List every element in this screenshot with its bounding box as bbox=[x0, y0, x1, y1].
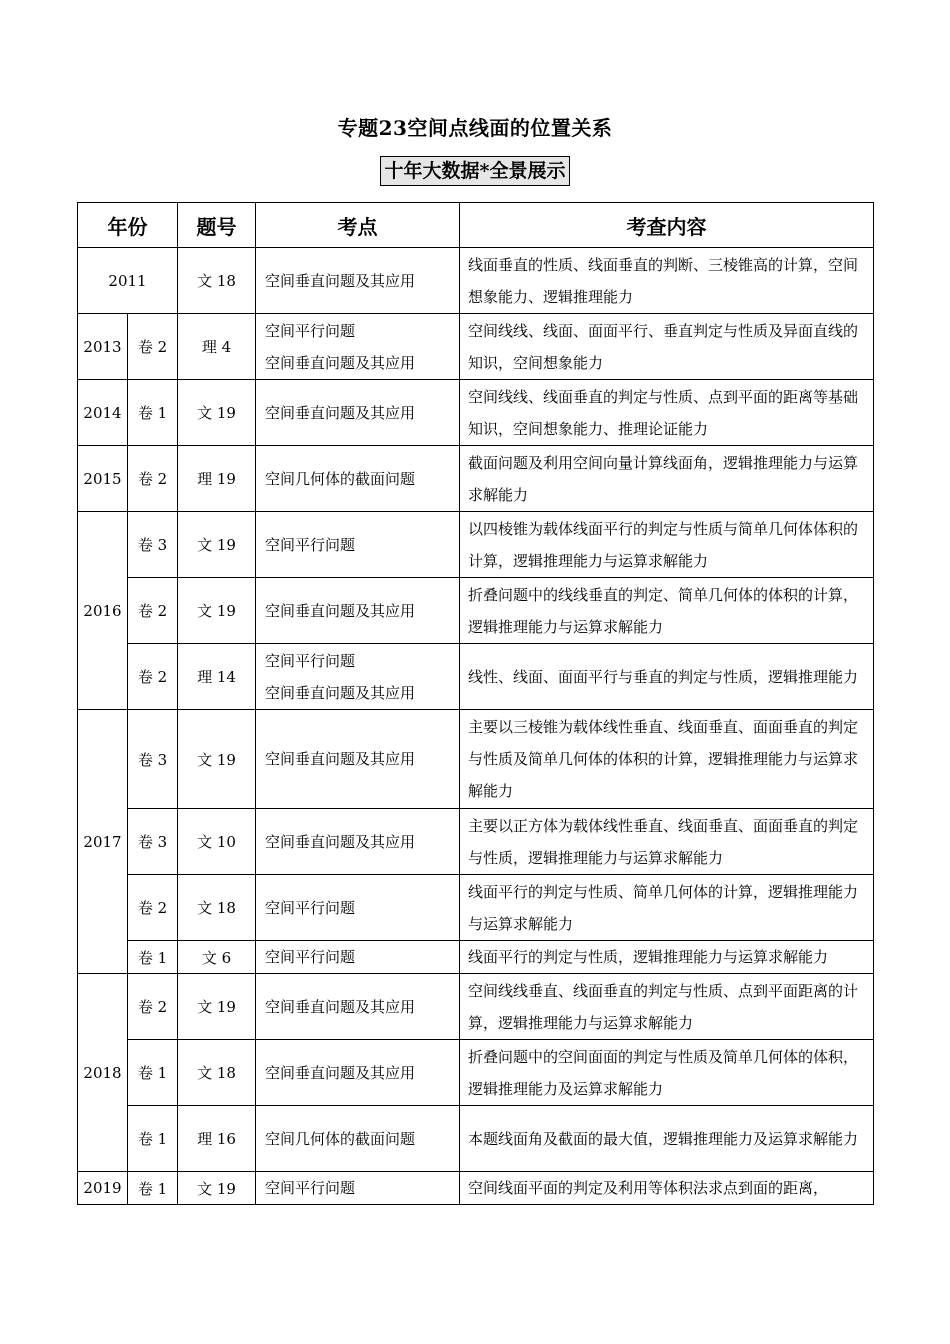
topic-cell bbox=[256, 809, 460, 875]
number-cell: 文 19 bbox=[178, 380, 256, 446]
header-content: 考查内容 bbox=[460, 203, 874, 248]
number-cell: 文 19 bbox=[178, 1172, 256, 1205]
year-cell: 2014 bbox=[78, 380, 128, 446]
volume-cell: 卷 2 bbox=[128, 974, 178, 1040]
number-cell: 文 19 bbox=[178, 974, 256, 1040]
topic-line: 空间垂直问题及其应用 bbox=[265, 683, 416, 702]
content-cell: 线面平行的判定与性质、简单几何体的计算，逻辑推理能力与运算求解能力 bbox=[460, 875, 874, 941]
table-row bbox=[78, 809, 874, 875]
table-row bbox=[78, 512, 874, 578]
number-cell: 理 16 bbox=[178, 1106, 256, 1172]
content-cell: 折叠问题中的空间面面的判定与性质及简单几何体的体积，逻辑推理能力及运算求解能力 bbox=[460, 1040, 874, 1106]
year-cell: 2011 bbox=[78, 248, 178, 314]
volume-cell: 卷 3 bbox=[128, 710, 178, 809]
table-row bbox=[78, 644, 874, 710]
content-cell: 主要以正方体为载体线性垂直、线面垂直、面面垂直的判定与性质，逻辑推理能力与运算求解能力 bbox=[460, 809, 874, 875]
table-row bbox=[78, 578, 874, 644]
content-cell: 截面问题及利用空间向量计算线面角，逻辑推理能力与运算求解能力 bbox=[460, 446, 874, 512]
number-cell: 理 19 bbox=[178, 446, 256, 512]
table-row bbox=[78, 1172, 874, 1205]
exam-table bbox=[77, 202, 874, 1205]
table-row bbox=[78, 314, 874, 380]
year-cell: 2017 bbox=[78, 710, 128, 974]
number-cell: 理 4 bbox=[178, 314, 256, 380]
topic-cell bbox=[256, 974, 460, 1040]
table-row bbox=[78, 710, 874, 809]
topic-cell bbox=[256, 314, 460, 380]
topic-cell bbox=[256, 644, 460, 710]
content-cell: 线面平行的判定与性质，逻辑推理能力与运算求解能力 bbox=[460, 941, 874, 974]
volume-cell: 卷 2 bbox=[128, 578, 178, 644]
volume-cell: 卷 1 bbox=[128, 380, 178, 446]
topic-cell bbox=[256, 941, 460, 974]
table-row bbox=[78, 941, 874, 974]
header-number: 题号 bbox=[178, 203, 256, 248]
year-cell: 2019 bbox=[78, 1172, 128, 1205]
number-cell: 文 19 bbox=[178, 578, 256, 644]
topic-cell bbox=[256, 380, 460, 446]
topic-cell bbox=[256, 1040, 460, 1106]
content-cell: 线性、线面、面面平行与垂直的判定与性质，逻辑推理能力 bbox=[460, 644, 874, 710]
number-cell: 文 10 bbox=[178, 809, 256, 875]
number-cell: 文 19 bbox=[178, 512, 256, 578]
content-cell: 主要以三棱锥为载体线性垂直、线面垂直、面面垂直的判定与性质及简单几何体的体积的计算，逻辑推理能力与运算求解能力 bbox=[460, 710, 874, 809]
topic-cell bbox=[256, 710, 460, 809]
topic-line: 空间几何体的截面问题 bbox=[265, 469, 416, 488]
volume-cell: 卷 1 bbox=[128, 941, 178, 974]
table-row bbox=[78, 974, 874, 1040]
volume-cell: 卷 2 bbox=[128, 446, 178, 512]
topic-cell bbox=[256, 512, 460, 578]
volume-cell: 卷 2 bbox=[128, 875, 178, 941]
table-row bbox=[78, 248, 874, 314]
number-cell: 文 18 bbox=[178, 875, 256, 941]
volume-cell: 卷 1 bbox=[128, 1106, 178, 1172]
volume-cell: 卷 1 bbox=[128, 1040, 178, 1106]
table-row bbox=[78, 875, 874, 941]
volume-cell: 卷 3 bbox=[128, 512, 178, 578]
year-cell: 2018 bbox=[78, 974, 128, 1172]
content-cell: 以四棱锥为载体线面平行的判定与性质与简单几何体体积的计算，逻辑推理能力与运算求解能力 bbox=[460, 512, 874, 578]
topic-line: 空间垂直问题及其应用 bbox=[265, 1063, 416, 1082]
header-topic: 考点 bbox=[256, 203, 460, 248]
topic-line: 空间垂直问题及其应用 bbox=[265, 832, 416, 851]
topic-line: 空间垂直问题及其应用 bbox=[265, 750, 416, 768]
table-row bbox=[78, 380, 874, 446]
header-year: 年份 bbox=[78, 203, 178, 248]
topic-line: 空间垂直问题及其应用 bbox=[265, 271, 416, 290]
content-cell: 空间线线、线面、面面平行、垂直判定与性质及异面直线的知识，空间想象能力 bbox=[460, 314, 874, 380]
topic-line: 空间平行问题 bbox=[265, 948, 356, 966]
content-cell: 空间线线、线面垂直的判定与性质、点到平面的距离等基础知识，空间想象能力、推理论证能力 bbox=[460, 380, 874, 446]
topic-line: 空间垂直问题及其应用 bbox=[265, 353, 416, 372]
topic-cell bbox=[256, 875, 460, 941]
number-cell: 文 18 bbox=[178, 1040, 256, 1106]
topic-line: 空间垂直问题及其应用 bbox=[265, 601, 416, 620]
content-cell: 线面垂直的性质、线面垂直的判断、三棱锥高的计算，空间想象能力、逻辑推理能力 bbox=[460, 248, 874, 314]
table-row bbox=[78, 1106, 874, 1172]
content-cell: 折叠问题中的线线垂直的判定、简单几何体的体积的计算，逻辑推理能力与运算求解能力 bbox=[460, 578, 874, 644]
volume-cell: 卷 3 bbox=[128, 809, 178, 875]
topic-cell bbox=[256, 248, 460, 314]
content-cell: 本题线面角及截面的最大值，逻辑推理能力及运算求解能力 bbox=[460, 1106, 874, 1172]
content-cell: 空间线面平面的判定及利用等体积法求点到面的距离， bbox=[460, 1172, 874, 1205]
year-cell: 2016 bbox=[78, 512, 128, 710]
topic-line: 空间垂直问题及其应用 bbox=[265, 997, 416, 1016]
year-cell: 2015 bbox=[78, 446, 128, 512]
table-row bbox=[78, 446, 874, 512]
topic-cell bbox=[256, 578, 460, 644]
year-cell: 2013 bbox=[78, 314, 128, 380]
topic-line: 空间平行问题 bbox=[265, 1179, 356, 1197]
topic-cell bbox=[256, 446, 460, 512]
topic-line: 空间平行问题 bbox=[265, 898, 356, 917]
page-title: 专题23空间点线面的位置关系 bbox=[337, 116, 613, 140]
number-cell: 理 14 bbox=[178, 644, 256, 710]
topic-line: 空间几何体的截面问题 bbox=[265, 1129, 416, 1148]
topic-line: 空间平行问题 bbox=[265, 321, 356, 340]
topic-line: 空间垂直问题及其应用 bbox=[265, 403, 416, 422]
number-cell: 文 18 bbox=[178, 248, 256, 314]
subtitle-box: 十年大数据*全景展示 bbox=[380, 156, 571, 186]
volume-cell: 卷 2 bbox=[128, 314, 178, 380]
topic-cell bbox=[256, 1172, 460, 1205]
topic-line: 空间平行问题 bbox=[265, 535, 356, 554]
number-cell: 文 19 bbox=[178, 710, 256, 809]
volume-cell: 卷 2 bbox=[128, 644, 178, 710]
number-cell: 文 6 bbox=[178, 941, 256, 974]
topic-cell bbox=[256, 1106, 460, 1172]
table-header-row bbox=[78, 203, 874, 248]
volume-cell: 卷 1 bbox=[128, 1172, 178, 1205]
table-row bbox=[78, 1040, 874, 1106]
content-cell: 空间线线垂直、线面垂直的判定与性质、点到平面距离的计算，逻辑推理能力与运算求解能力 bbox=[460, 974, 874, 1040]
topic-line: 空间平行问题 bbox=[265, 651, 356, 670]
